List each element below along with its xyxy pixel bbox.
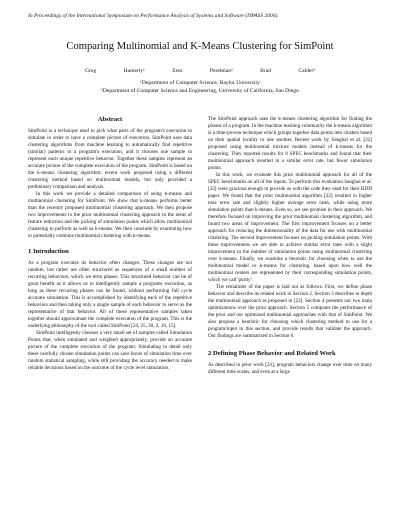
abstract-paragraph: SimPoint is a technique used to pick what parts of the program's execution to simulate in order to have a complete picture of execution. SimPoint uses data clustering algorithms from machine learning to automatically find repetitive (similar) patterns in a program's execution, and it chooses one sample to represent each unique repetitive behavior. Together these samples represent an accurate picture of the complete execution of the program. SimPoint is based on the k-means clustering algorithm; recent work proposed using a different clustering method based on multinomial models, but only provided a preliminary comparison and analysis. bbox=[28, 128, 192, 190]
author-list: Greg Hamerly¹ Erez Perelman² Brad Calder² bbox=[85, 68, 315, 74]
section-phase-behavior bbox=[208, 350, 372, 376]
body-paragraph: The remainder of the paper is laid out as follows. First, we define phase behavior and describe its related work in Section 2. Section 3 describes in depth the multinomial approach as proposed in [22]. Section 4 presents our two main optimizations over the prior approach. Section 5 compares the performance of the prior and our optimized multinomial approaches with that of SimPoint. We also propose a heuristic for choosing which clustering method to use for a program/input in this section, and provide results that validate the approach. Our findings are summarized in Section 6. bbox=[208, 284, 372, 339]
body-paragraph: SimPoint intelligently chooses a very small set of samples called Simulation Points that, when simulated and weighted appropriately, provide an accurate picture of the complete execution of the program. Simulating in detail only these carefully chosen simulation points can save hours of simulation time over random statistical sampling, while still providing the accuracy needed to make reliable decisions based on the outcome of the cycle level simulation. bbox=[28, 330, 192, 371]
affiliations bbox=[20, 79, 380, 96]
abstract-paragraph: In this work we provide a detailed comparison of using k-means and multinomial clustering for SimPoint. We show that k-means performs better than the recently proposed multinomial clustering approach. We then propose two improvements to the prior multinomial clustering approach in the areas of feature reduction and the picking of simulation points which allow multinomial clustering to perform as well as k-means. We then conclude by examining how to potentially combine multinomial clustering with k-means. bbox=[28, 191, 192, 239]
affiliation-2: ²Department of Computer Science and Engineering, University of California, San Diego bbox=[101, 88, 299, 95]
affiliation-1: ¹Department of Computer Science, Baylor University bbox=[140, 80, 260, 86]
paper-title: Comparing Multinomial and K-Means Clustering for SimPoint bbox=[66, 41, 334, 52]
section-introduction bbox=[28, 248, 192, 372]
body-paragraph: The SimPoint approach uses the k-means clustering algorithm for finding the phases of a program. In the machine learning community the k-means algorithm is a time-proven technique which groups together data points into clusters based on their spatial locality to one another. Recent work by Sanghai et al. [22] proposed using multinomial mixture models instead of k-means for the clustering. They reported results for 8 SPEC benchmarks and found that their multinomial approach resulted in a similar error rate, but fewer simulation points. bbox=[208, 116, 372, 171]
body-paragraph: In this work, we evaluate this prior multinomial approach for all of the SPEC benchmarks on all of the inputs. To perform this evaluation Sanghai et al. [22] were gracious enough to provide us with the code they used for their KDD paper. We found that the prior multinomial algorithm [22] resulted in higher max error rate and slightly higher average error rates, while using more simulation points than k-means. Even so, we see promise in their approach. We therefore focused on improving the prior multinomial clustering algorithm, and found two areas of improvement. The first improvement focuses on a better approach for reducing the dimensionality of the data for use with multinomial clustering. The second improvement focuses on picking simulation points. With these improvements we are able to achieve similar error rates with a slight improvement in the number of simulation points using multinomial clustering over k-means. Finally, we examine a heuristic for choosing when to use the multinomial model or k-means for clustering, based upon how well the multinomial centers are represented by their corresponding simulation points, which we call 'purity'. bbox=[208, 172, 372, 283]
right-column bbox=[208, 116, 372, 376]
left-column bbox=[28, 116, 192, 372]
abstract-heading: Abstract bbox=[97, 116, 123, 123]
section-heading: 2 Defining Phase Behavior and Related Work bbox=[208, 350, 336, 357]
section-heading: 1 Introduction bbox=[28, 248, 69, 255]
body-paragraph: As a program executes its behavior often changes. These changes are not random, but rather are often structured as sequences of a small number of recurring behaviors, which we term phases. This structured behavior can be of great benefit as it allows us to intelligently sample a programs execution, as long as these recurring phases can be found, without performing full cycle accurate simulation. This is accomplished by identifying each of the repetitive behaviors and then taking only a single sample of each behavior to serve as the representative of that behavior. All of these representative samples taken together should approximate the complete execution of the program. This is the underlying philosophy of the tool called SimPoint [24, 25, 20, 2, 16, 15]. bbox=[28, 260, 192, 329]
proceedings-header: In Proceedings of the International Symposium on Performance Analysis of Systems and Software (ISPASS 2006). bbox=[28, 13, 279, 19]
body-paragraph: As described in prior work [23], program behaviors change over time on many different time scales, and even at a large bbox=[208, 362, 372, 375]
